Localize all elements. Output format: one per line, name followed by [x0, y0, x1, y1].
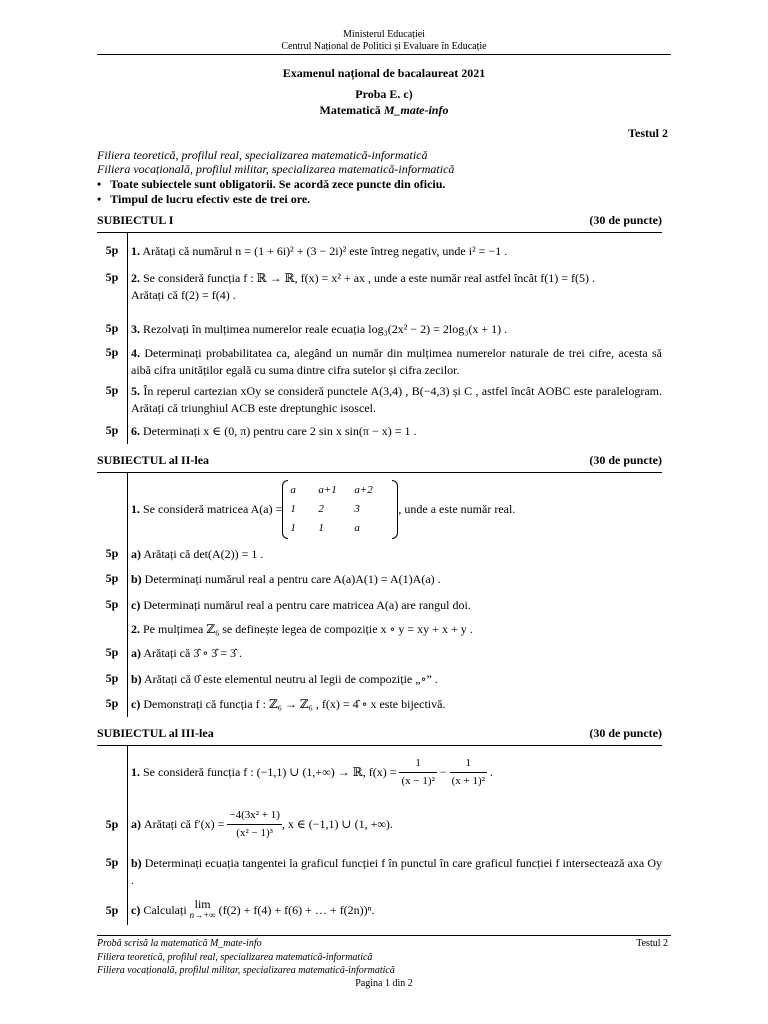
bullet-1: • Toate subiectele sunt obligatorii. Se acordă zece puncte din oficiu.	[97, 177, 446, 191]
page-number: Pagina 1 din 2	[355, 978, 413, 989]
s1-item-3: 5p 3. Rezolvați în mulțimea numerelor reale ecuația log₃(2x² − 2) = 2log₃(x + 1) .	[105, 321, 508, 336]
fraction-1: $\frac{1}{\text{(x − 1)²}}$	[401, 756, 435, 787]
probe: Proba E. c)	[355, 87, 413, 101]
filiera-1: Filiera teoretică, profilul real, specializarea matematică-informatică	[97, 148, 428, 162]
footer-divider	[97, 935, 671, 936]
s3-a: 5p a) Arătați că f′(x) = $\frac{\text{−4(3x² + 1)}}{\text{(x² − 1)³}}$ , x ∈ (−1,1) ∪ (1, +∞).	[97, 798, 662, 850]
header-divider	[97, 54, 671, 55]
footer-line-2: Filiera teoretică, profilul real, specializarea matematică-informatică	[97, 952, 373, 963]
limit-operator: lim n→+∞	[189, 897, 216, 920]
s3-b: 5p b) Determinați ecuația tangentei la graficul funcției f în punctul în care graficul funcției f intersectează axa Oy .	[105, 855, 662, 887]
s2-p2-a: 5p a) Arătați că 3̂ ∘ 3̂ = 3̂ .	[105, 645, 242, 660]
matrix-a: a a+1 a+2 1 2 3 1 1 a	[282, 480, 398, 539]
s1-item-2: 5p 2. Se consideră funcția f : ℝ → ℝ, f(x) = x² + ax , unde a este număr real astfel încât f(1) = f(5) . Arătați că f(2) = f(4) .	[105, 270, 596, 302]
derivative-fraction: $\frac{\text{−4(3x² + 1)}}{\text{(x² − 1)³}}$	[229, 808, 280, 839]
center: Centrul Național de Politici și Evaluare în Educație	[281, 41, 487, 52]
subject-line: Matematică M_mate-info	[319, 103, 449, 117]
s1-header: SUBIECTUL I (30 de puncte)	[97, 213, 662, 227]
footer-line-1: Probă scrisă la matematică M_mate-info	[97, 938, 262, 949]
s2-divider	[97, 472, 662, 473]
s2-problem-1-intro: 1. Se consideră matricea A(a) = a a+1 a+2 1 2 3 1 1 a , unde a este număr real.	[97, 478, 662, 540]
filiera-2: Filiera vocațională, profilul militar, specializarea matematică-informatică	[97, 162, 455, 176]
s2-p2-c: 5p c) Demonstrați că funcția f : ℤ₆ → ℤ₆ , f(x) = 4̂ ∘ x este bijectivă.	[105, 696, 446, 711]
exam-title: Examenul național de bacalaureat 2021	[282, 66, 486, 80]
s3-problem-1-intro: 1. Se consideră funcția f : (−1,1) ∪ (1,+∞) → ℝ, f(x) = $\frac{1}{\text{(x − 1)²}}$ − $\frac{1}{\text{(x + 1)²}}$ .	[97, 752, 662, 792]
test-label: Testul 2	[628, 126, 668, 140]
footer-test: Testul 2	[636, 938, 668, 949]
bullet-2: • Timpul de lucru efectiv este de trei ore.	[97, 192, 311, 206]
s2-p1-b: 5p b) Determinați numărul real a pentru care A(a)A(1) = A(1)A(a) .	[105, 571, 441, 586]
s2-p1-c: 5p c) Determinați numărul real a pentru care matricea A(a) are rangul doi.	[105, 597, 471, 612]
footer-line-3: Filiera vocațională, profilul militar, specializarea matematică-informatică	[97, 965, 395, 976]
s3-divider	[97, 745, 662, 746]
s1-item-4: 5p 4. Determinați probabilitatea ca, alegând un număr din mulțimea numerelor naturale de trei cifre, acesta să aibă cifra unităților egală cu suma dintre cifra sutelor și cifra zecilor.	[105, 345, 662, 377]
s1-item-5: 5p 5. În reperul cartezian xOy se consideră punctele A(3,4) , B(−4,3) și C , astfel încât AOBC este paralelogram. Arătați că triunghiul ACB este dreptunghic isoscel.	[105, 383, 663, 415]
s3-header: SUBIECTUL al III-lea (30 de puncte)	[97, 726, 662, 740]
s2-p2-b: 5p b) Arătați că 0̂ este elementul neutru al legii de compoziție „∘” .	[105, 671, 438, 686]
s2-problem-2-intro: 2. Pe mulțimea ℤ₆ se definește legea de compoziție x ∘ y = xy + x + y .	[131, 622, 473, 636]
s1-item-6: 5p 6. Determinați x ∈ (0, π) pentru care 2 sin x sin(π − x) = 1 .	[105, 423, 417, 438]
s1-item-1: 5p 1. Arătați că numărul n = (1 + 6i)² + (3 − 2i)² este întreg negativ, unde i² = −1 .	[105, 243, 508, 258]
s1-divider	[97, 232, 662, 233]
s3-c: 5p c) Calculați lim n→+∞ (f(2) + f(4) + f(6) + … + f(2n))ⁿ.	[105, 897, 375, 920]
s2-p1-a: 5p a) Arătați că det(A(2)) = 1 .	[105, 546, 264, 561]
s2-header: SUBIECTUL al II-lea (30 de puncte)	[97, 453, 662, 467]
fraction-2: $\frac{1}{\text{(x + 1)²}}$	[451, 756, 485, 787]
ministry: Ministerul Educației	[343, 29, 425, 40]
